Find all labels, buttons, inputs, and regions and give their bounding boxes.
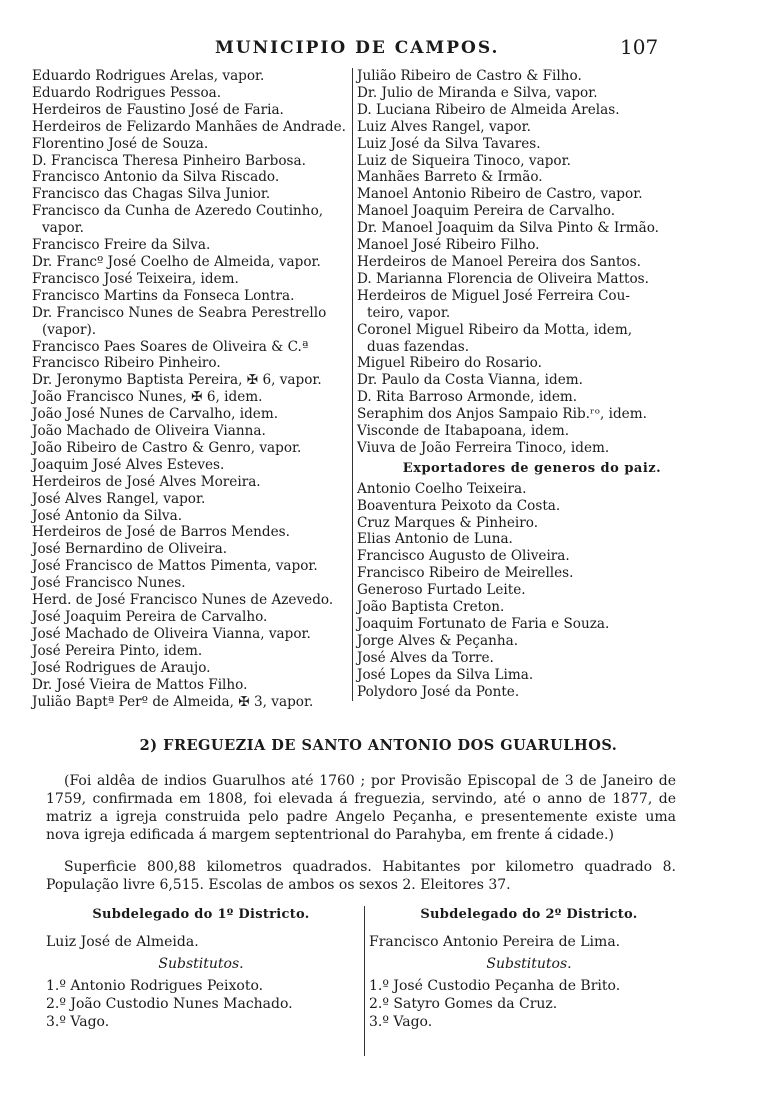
list-item: Herdeiros de José de Barros Mendes. [32,524,290,541]
list-item: Luiz José da Silva Tavares. [357,135,541,152]
substitutes-list [46,977,356,1031]
list-item: D. Francisca Theresa Pinheiro Barbosa. [32,152,306,169]
substitutes-label: Substitutos. [486,956,572,972]
exporters-heading: Exportadores de generos do paiz. [402,460,662,476]
list-item: teiro, vapor. [367,304,451,321]
list-item: Visconde de Itabapoana, idem. [357,423,570,440]
list-item: Cruz Marques & Pinheiro. [357,514,539,531]
list-item: José Pereira Pinto, idem. [32,642,203,659]
subdelegate-heading: Subdelegado do 1º Districto. [92,907,310,922]
list-item: Francisco Antonio da Silva Riscado. [32,169,280,186]
list-item: José Lopes da Silva Lima. [357,666,534,683]
list-item: João Francisco Nunes, ✠ 6, idem. [32,389,263,406]
list-item: Francisco Ribeiro de Meirelles. [357,565,574,582]
list-item: vapor. [42,220,84,237]
list-item: Dr. Francº José Coelho de Almeida, vapor. [32,253,321,270]
list-item: Polydoro José da Ponte. [357,683,520,700]
substitutes-list [369,977,689,1031]
list-item: Herdeiros de Manoel Pereira dos Santos. [357,253,641,270]
list-item: Manoel Antonio Ribeiro de Castro, vapor. [357,186,643,203]
list-item: Julião Baptª Perº de Almeida, ✠ 3, vapor. [32,693,314,710]
list-item: Generoso Furtado Leite. [357,582,526,599]
list-item: Dr. Julio de Miranda e Silva, vapor. [357,84,598,101]
list-item: Herdeiros de Miguel José Ferreira Cou- [357,287,630,304]
page-header [0,35,757,59]
list-item: D. Rita Barroso Armonde, idem. [357,389,578,406]
substitutes-label: Substitutos. [158,956,244,972]
list-item: Julião Ribeiro de Castro & Filho. [357,68,582,84]
list-item: Joaquim Fortunato de Faria e Souza. [357,616,610,632]
list-item: Boaventura Peixoto da Costa. [357,497,561,514]
stats-paragraph: Superficie 800,88 kilometros quadrados. Habitantes por kilometro quadrado 8. População livre 6,515. Escolas de ambos os sexos 2. Eleitores 37. [46,859,676,893]
list-item: Jorge Alves & Peçanha. [357,632,519,649]
subdelegate-second-district [364,906,689,1056]
list-item: João Machado de Oliveira Vianna. [32,423,266,440]
running-title: MUNICIPIO DE CAMPOS. [215,38,500,58]
list-item: Eduardo Rodrigues Arelas, vapor. [32,68,265,84]
list-item: José Joaquim Pereira de Carvalho. [32,609,268,625]
list-item: D. Marianna Florencia de Oliveira Mattos. [357,270,649,287]
list-item: D. Luciana Ribeiro de Almeida Arelas. [357,101,620,118]
list-item: Manoel Joaquim Pereira de Carvalho. [357,203,616,220]
list-item: 3.º Vago. [369,1014,433,1030]
list-item: Dr. Paulo da Costa Vianna, idem. [357,372,583,389]
list-item: Viuva de João Ferreira Tinoco, idem. [357,439,610,456]
list-item: Elias Antonio de Luna. [357,531,513,548]
list-item: Francisco Freire da Silva. [32,237,211,254]
list-item: Herdeiros de Faustino José de Faria. [32,101,284,118]
subdelegate-first-district [46,906,356,1031]
list-item: Francisco José Teixeira, idem. [32,270,239,287]
list-item: Antonio Coelho Teixeira. [357,480,527,497]
list-item: Dr. Jeronymo Baptista Pereira, ✠ 6, vapor. [32,372,322,389]
list-item: Francisco Augusto de Oliveira. [357,548,570,565]
subdelegate-heading: Subdelegado do 2º Districto. [420,907,638,922]
list-item: José Alves Rangel, vapor. [32,490,206,507]
list-item: duas fazendas. [367,338,470,355]
list-item: José Alves da Torre. [357,649,494,666]
right-column-list [352,68,707,701]
list-item: José Francisco Nunes. [32,575,186,592]
history-paragraph: (Foi aldêa de indios Guarulhos até 1760 ; por Provisão Episcopal de 3 de Janeiro de 1759, confirmada em 1808, foi elevada á freguezia, servindo, até o anno de 1877, de matriz a igreja construida pelo padre Angelo Peçanha, e presentemente existe uma nova igreja edificada á margem septentrional do Parahyba, em frente á cidade.) [46,773,676,843]
list-item: Eduardo Rodrigues Pessoa. [32,84,222,101]
list-item: Herdeiros de Felizardo Manhães de Andrade. [32,118,346,135]
list-item: Seraphim dos Anjos Sampaio Rib.ʳᵒ, idem. [357,406,647,423]
list-item: Francisco das Chagas Silva Junior. [32,186,271,203]
page-number: 107 [620,35,659,59]
section-title: 2) FREGUEZIA DE SANTO ANTONIO DOS GUARULHOS. [139,737,618,754]
list-item: (vapor). [42,321,97,338]
list-item: Herd. de José Francisco Nunes de Azevedo. [32,592,334,609]
list-item: 1.º Antonio Rodrigues Peixoto. [46,978,264,994]
list-item: Francisco Martins da Fonseca Lontra. [32,287,295,304]
list-item: Florentino José de Souza. [32,135,209,152]
list-item: Herdeiros de José Alves Moreira. [32,473,261,490]
subdelegate-name: Francisco Antonio Pereira de Lima. [369,934,621,950]
list-item: José Antonio da Silva. [32,507,183,524]
list-item: Francisco da Cunha de Azeredo Coutinho, [32,203,324,220]
list-item: Dr. José Vieira de Mattos Filho. [32,676,248,693]
list-item: Francisco Ribeiro Pinheiro. [32,355,221,372]
subdelegate-name: Luiz José de Almeida. [46,934,199,950]
list-item: 2.º João Custodio Nunes Machado. [46,996,293,1012]
list-item: 1.º José Custodio Peçanha de Brito. [369,978,621,994]
list-item: João José Nunes de Carvalho, idem. [32,406,279,423]
list-item: Miguel Ribeiro do Rosario. [357,355,542,372]
list-item: José Rodrigues de Araujo. [32,659,211,676]
list-item: José Bernardino de Oliveira. [32,541,228,558]
list-item: Luiz Alves Rangel, vapor. [357,118,531,135]
list-item: João Ribeiro de Castro & Genro, vapor. [32,439,302,456]
list-item: Manoel José Ribeiro Filho. [357,237,540,254]
list-item: Coronel Miguel Ribeiro da Motta, idem, [357,321,633,338]
list-item: José Francisco de Mattos Pimenta, vapor. [32,558,318,575]
list-item: Dr. Manoel Joaquim da Silva Pinto & Irmão. [357,220,659,237]
left-column-list [32,68,350,710]
list-item: Dr. Francisco Nunes de Seabra Perestrello [32,304,327,321]
list-item: Manhães Barreto & Irmão. [357,169,543,186]
list-item: Joaquim José Alves Esteves. [32,456,225,473]
list-item: 2.º Satyro Gomes da Cruz. [369,996,558,1012]
list-item: 3.º Vago. [46,1014,110,1030]
list-item: João Baptista Creton. [357,599,505,616]
list-item: Luiz de Siqueira Tinoco, vapor. [357,152,571,169]
list-item: José Machado de Oliveira Vianna, vapor. [32,625,311,642]
list-item: Francisco Paes Soares de Oliveira & C.ª [32,338,309,355]
